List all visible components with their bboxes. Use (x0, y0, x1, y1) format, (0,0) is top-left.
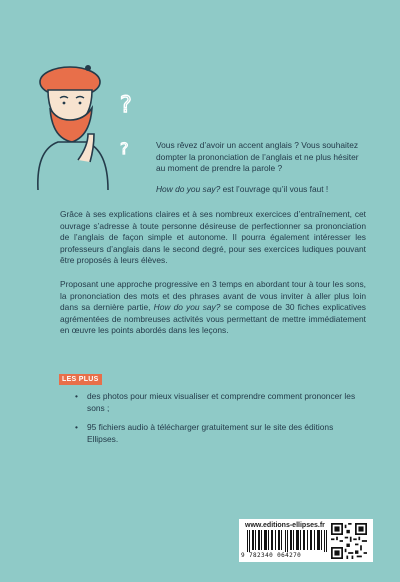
description-body (60, 209, 366, 349)
intro-tagline (156, 184, 368, 196)
intro-text (156, 140, 368, 204)
intro-question: Vous rêvez d’avoir un accent anglais ? Vous souhaitez dompter la prononciation de l’anglais et ne plus hésiter au moment de prendre la parole ? (156, 140, 359, 174)
list-item (60, 391, 360, 414)
svg-text:?: ? (120, 139, 129, 158)
description-paragraph-2 (60, 279, 366, 337)
plus-item-text: 95 fichiers audio à télécharger gratuitement sur le site des éditions Ellipses. (87, 422, 334, 444)
publisher-website: www.editions-ellipses.fr (245, 522, 325, 529)
plus-item-text: des photos pour mieux visualiser et comprendre comment prononcer les sons ; (87, 391, 356, 413)
p2-text-after: se compose de 30 fiches explicatives agrémentées de nombreuses activités vous permettant de mettre immédiatement en œuvre les points abordés dans les leçons. (60, 302, 366, 336)
list-item (60, 422, 360, 445)
book-title-italic: How do you say? (156, 183, 221, 194)
bullet-icon: • (75, 391, 78, 401)
book-title-italic-inline: How do you say? (153, 302, 221, 313)
plus-list (60, 391, 360, 453)
bullet-icon: • (75, 422, 78, 433)
barcode-icon (247, 530, 327, 552)
isbn-number: 9 782340 064270 (241, 552, 302, 559)
thinking-man-illustration (28, 50, 148, 190)
description-paragraph-1: Grâce à ses explications claires et à ses nombreux exercices d’entraînement, cet ouvrage s’adresse à toute personne désireuse de perfectionner sa prononciation de l’anglais de façon simple et autonome. Il pourra également intéresser les professeurs d’anglais dans le second degré, pour ses exercices ludiques pouvant être proposés à leurs élèves. (60, 209, 366, 266)
qr-code-icon (331, 523, 367, 559)
tagline-rest: est l’ouvrage qu’il vous faut ! (220, 183, 329, 194)
svg-text:?: ? (120, 93, 132, 118)
barcode-panel (239, 519, 373, 562)
les-plus-badge: LES PLUS (59, 374, 102, 385)
p2-text-before: Proposant une approche progressive en 3 temps en abordant tour à tour les sons, la prononciation des mots et des phrases avant de vous inviter à aller plus loin dans sa dernière partie, (60, 278, 366, 313)
